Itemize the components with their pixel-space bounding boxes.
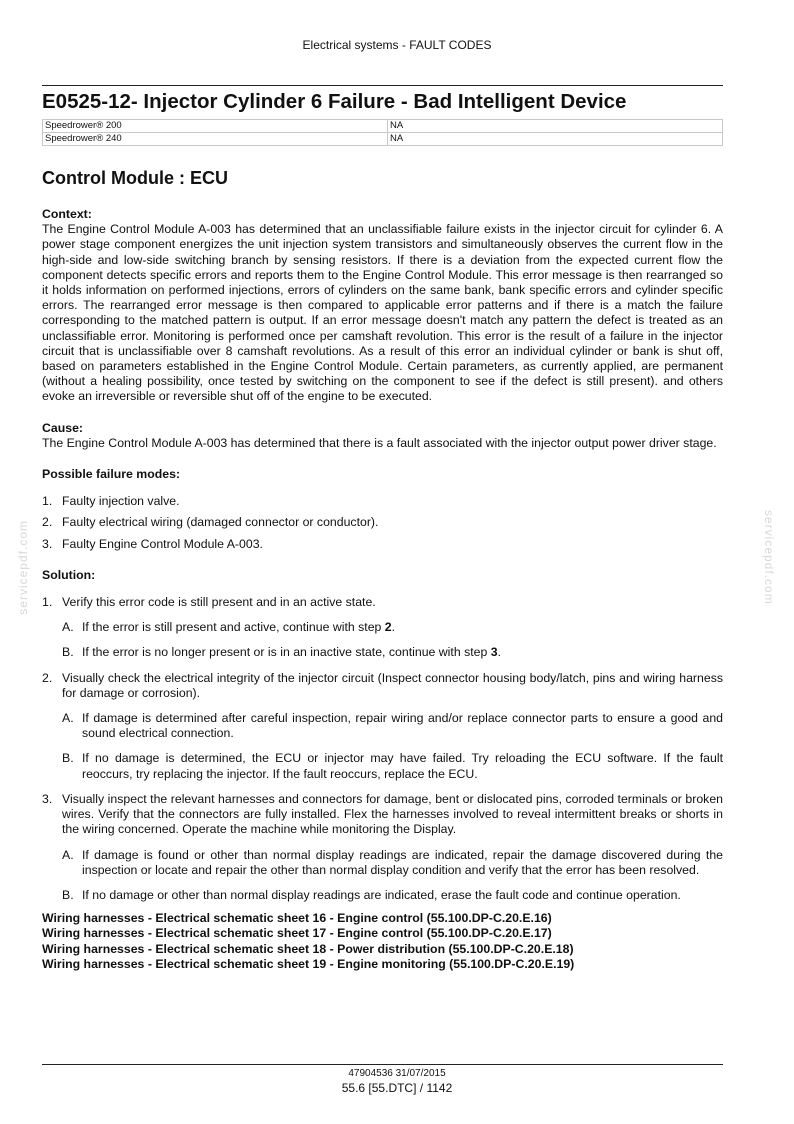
table-row	[43, 133, 723, 146]
page-header: Electrical systems - FAULT CODES	[302, 38, 492, 52]
control-module-heading: Control Module : ECU	[42, 168, 228, 188]
cause-section	[42, 421, 723, 451]
sub-step-letter: B.	[62, 751, 74, 766]
list-number: 1.	[42, 494, 53, 509]
sub-step-text: If the error is still present and active, continue with step	[82, 620, 385, 635]
sub-step-end: .	[391, 620, 396, 635]
reference-link[interactable]: Wiring harnesses - Electrical schematic sheet 16 - Engine control (55.100.DP-C.20.E.16)	[42, 911, 552, 926]
solution-step	[42, 792, 723, 903]
sub-step-letter: A.	[62, 847, 74, 862]
sub-steps	[62, 848, 723, 904]
sub-steps	[62, 620, 723, 660]
sub-step-text: If the error is no longer present or is in an inactive state, continue with step	[82, 645, 491, 660]
cause-text: The Engine Control Module A-003 has determined that there is a fault associated with the injector output power driver stage.	[42, 435, 717, 450]
model-name: Speedrower® 240	[43, 133, 388, 146]
step-text: Verify this error code is still present and in an active state.	[62, 595, 376, 610]
sub-step	[62, 888, 723, 903]
sub-steps	[62, 711, 723, 782]
sub-step-letter: B.	[62, 645, 74, 660]
sub-step-text: If damage is found or other than normal display readings are indicated, repair the damage discovered during the inspection or locate and repair the other than normal display condition and verify that the error has been resolved.	[82, 847, 723, 877]
list-text: Faulty injection valve.	[62, 494, 180, 509]
table-row	[43, 120, 723, 133]
list-text: Faulty electrical wiring (damaged connector or conductor).	[62, 515, 379, 530]
solution-step	[42, 595, 723, 661]
solution-label: Solution:	[42, 567, 96, 582]
model-name: Speedrower® 200	[43, 120, 388, 133]
solution-steps	[42, 595, 723, 903]
watermark-right: servicepdf.com	[762, 510, 776, 605]
sub-step-letter: A.	[62, 620, 74, 635]
sub-step-text: If no damage or other than normal display readings are indicated, erase the fault code and continue operation.	[82, 887, 681, 902]
step-number: 2.	[42, 670, 53, 685]
sub-step	[62, 848, 723, 878]
list-item	[42, 537, 723, 552]
fault-code-heading: E0525-12- Injector Cylinder 6 Failure - Bad Intelligent Device	[42, 90, 627, 113]
step-number: 3.	[42, 791, 53, 806]
context-label: Context:	[42, 207, 92, 221]
solution-step	[42, 671, 723, 782]
footer-page-number: 55.6 [55.DTC] / 1142	[341, 1081, 453, 1095]
list-number: 2.	[42, 515, 53, 530]
sub-step	[62, 645, 723, 660]
failure-modes-section	[42, 467, 723, 552]
solution-section	[42, 568, 723, 903]
step-text: Visually check the electrical integrity of the injector circuit (Inspect connector housing body/latch, pins and wiring harness for damage or corrosion).	[62, 670, 723, 700]
context-text: The Engine Control Module A-003 has determined that an unclassifiable failure exists in the injector circuit for cylinder 6. A power stage component energizes the unit injection system transistors and simultaneously observes the current flow in the high-side and low-side switching branch by sensing resistors. If there is a deviation from the expected current flow the component detects specific errors and reports them to the Engine Control Module. This error message is then rearranged so it holds information on performed injections, errors of cylinders on the same bank, bank specific errors and cylinder specific errors. The rearranged error message is then compared to applicable error patterns and if there is a match the failure corresponding to the matched pattern is output. If an error message doesn't match any pattern the defect is treated as an unclassifiable error. Monitoring is performed once per camshaft revolution. This error is the result of a failure in the injector circuit that is unclassifiable over 8 camshaft revolutions. As a result of this error an individual cylinder or bank is shut off, based on parameters established in the Engine Control Module. Certain parameters, as currently applied, are permanent (without a healing possibility, once tested by switching on the component to see if the defect is still present). and others evoke an irreversible or reversible shut off of the engine to be executed.	[42, 222, 723, 404]
cause-label: Cause:	[42, 420, 84, 435]
model-applicability-table	[42, 119, 723, 146]
sub-step	[62, 711, 723, 741]
reference-link[interactable]: Wiring harnesses - Electrical schematic sheet 18 - Power distribution (55.100.DP-C.20.E.18)	[42, 941, 574, 956]
sub-step-end: .	[497, 645, 502, 660]
sub-step-letter: B.	[62, 887, 74, 902]
schematic-references	[42, 911, 723, 972]
top-rule	[42, 85, 723, 86]
model-value: NA	[388, 133, 723, 146]
step-reference: 3	[490, 645, 498, 660]
step-reference: 2	[384, 620, 392, 635]
reference-link[interactable]: Wiring harnesses - Electrical schematic sheet 19 - Engine monitoring (55.100.DP-C.20.E.19)	[42, 956, 575, 971]
sub-step-text: If damage is determined after careful inspection, repair wiring and/or replace connector parts to ensure a good and sound electrical connection.	[82, 711, 723, 741]
failure-modes-label: Possible failure modes:	[42, 467, 181, 482]
sub-step-letter: A.	[62, 711, 74, 726]
context-section	[42, 207, 723, 405]
footer-doc-id: 47904536 31/07/2015	[348, 1068, 446, 1079]
reference-link[interactable]: Wiring harnesses - Electrical schematic sheet 17 - Engine control (55.100.DP-C.20.E.17)	[42, 926, 552, 941]
step-text: Visually inspect the relevant harnesses and connectors for damage, bent or dislocated pins, corroded terminals or broken wires. Verify that the connectors are fully installed. Flex the harnesses involved to reveal intermittent breaks or shorts in the wiring concerned. Operate the machine while monitoring the Display.	[62, 791, 723, 837]
list-item	[42, 494, 723, 509]
list-number: 3.	[42, 536, 53, 551]
bottom-rule	[42, 1064, 723, 1065]
watermark-left: servicepdf.com	[16, 520, 30, 615]
failure-modes-list	[42, 494, 723, 552]
main-content	[42, 207, 723, 972]
model-value: NA	[388, 120, 723, 133]
sub-step-text: If no damage is determined, the ECU or injector may have failed. Try reloading the ECU software. If the fault reoccurs, try replacing the injector. If the fault reoccurs, replace the ECU.	[82, 751, 723, 781]
sub-step	[62, 751, 723, 781]
list-item	[42, 515, 723, 530]
list-text: Faulty Engine Control Module A-003.	[62, 536, 263, 551]
step-number: 1.	[42, 595, 53, 610]
sub-step	[62, 620, 723, 635]
